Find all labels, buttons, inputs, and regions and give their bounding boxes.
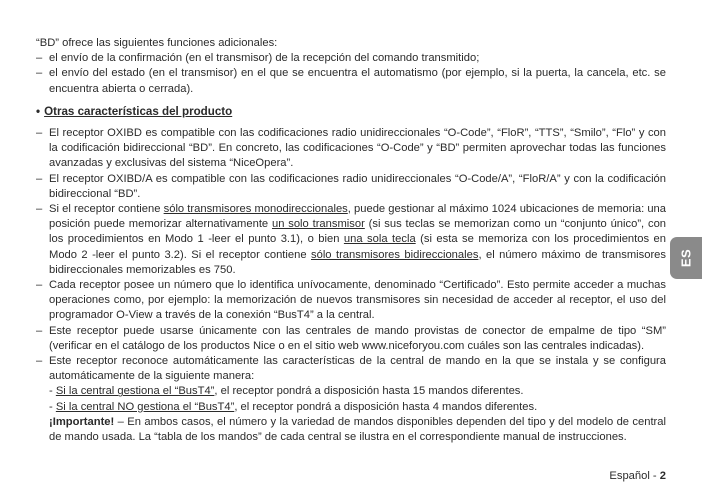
bullet-icon: • [36,104,41,118]
intro-text: “BD” ofrece las siguientes funciones adicionales: [36,37,278,49]
sub-item-bust4: - Si la central gestiona el “BusT4”, el receptor pondrá a disposición hasta 15 mandos diferentes. [49,385,524,398]
feature-item-oxibd-a: – El receptor OXIBD/A es compatible con las codificaciones radio unidireccionales “O-Code/A”, “FloR/A” y con la codificación bidireccional “BD”. [36,172,666,202]
document-body [36,36,666,445]
important-label: ¡Importante! [49,415,115,428]
language-tab [670,237,702,279]
feature-item-oxibd: – El receptor OXIBD es compatible con las codificaciones radio unidireccionales “O-Code”, “FloR”, “TTS”, “Smilo”, “Flo” y con la codificación bidireccional “BD”. En concreto, las codificaciones “O-Code” y “BD” permiten aprovechar todas las funciones avanzadas y exclusivas del sistema “NiceOpera”. [36,126,666,172]
underlined-text: sólo transmisores monodireccionales [163,203,348,216]
page-footer [609,470,666,482]
underlined-text: una sola tecla [343,233,416,246]
feature-item-sm-connector: – Este receptor puede usarse únicamente con las centrales de mando provistas de conector de empalme de tipo “SM” (verificar en el catálogo de los productos Nice o en el sitio web www.niceforyou.com cuáles son las centrales indicadas). [36,324,666,354]
language-tab-label: ES [678,248,694,268]
section-title: Otras características del producto [44,104,233,118]
sub-item-no-bust4: - Si la central NO gestiona el “BusT4”, el receptor pondrá a disposición hasta 4 mandos diferentes. [49,400,538,413]
feature-item-memory: – Si el receptor contiene sólo transmisores monodireccionales, puede gestionar al máximo 1024 ubicaciones de memoria: una posición puede memorizar alternativamente un solo transmisor (si sus teclas se memorizan como un “conjunto único”, con los procedimientos en Modo 1 -leer el punto 3.1), o bien una sola tecla (si esta se memoriza con los procedimientos en Modo 2 -leer el punto 3.2). Si el receptor contiene sólo transmisores bidireccionales, el número máximo de transmisores bidireccionales memorizables es 750. [36,202,666,278]
intro-list-item: – el envío del estado (en el transmisor) en el que se encuentra el automatismo (por ejemplo, si la puerta, la cancela, etc. se encuentra abierta o cerrada). [36,66,666,96]
intro-list [36,51,666,97]
important-note: ¡Importante! – En ambos casos, el número y la variedad de mandos disponibles dependen del tipo y del modelo de central de mando usada. La “tabla de los mandos” de cada central se ilustra en el correspondiente manual de instrucciones. [49,415,666,444]
section-heading [36,104,666,119]
page-number: 2 [659,470,666,482]
footer-language: Español - [609,470,660,482]
underlined-text: Si la central NO gestiona el “BusT4” [55,400,235,413]
feature-item-certificate: – Cada receptor posee un número que lo identifica unívocamente, denominado “Certificado”. Esto permite acceder a muchas operaciones como, por ejemplo: la memorización de nuevos transmisores sin necesidad de acceder al receptor, el uso del programador O-View a través de la conexión “BusT4” a la central. [36,278,666,324]
features-list [36,126,666,445]
underlined-text: sólo transmisores bidireccionales [311,248,479,261]
feature-item-auto-config: – Este receptor reconoce automáticamente las características de la central de mando en la que se instala y se configura automáticamente de la siguiente manera: - Si la central gestiona el “BusT4”, el receptor pondrá a disposición hasta 15 mandos diferentes. - Si la central NO gestiona el “BusT4”, el receptor pondrá a disposición hasta 4 mandos diferentes. ¡Importante! – En ambos casos, el número y la variedad de mandos disponibles dependen del tipo y del modelo de central de mando usada. La “tabla de los mandos” de cada central se ilustra en el correspondiente manual de instrucciones. [36,354,666,445]
intro-list-item: – el envío de la confirmación (en el transmisor) de la recepción del comando transmitido; [36,51,666,66]
underlined-text: un solo transmisor [271,218,365,231]
underlined-text: Si la central gestiona el “BusT4” [55,385,215,398]
